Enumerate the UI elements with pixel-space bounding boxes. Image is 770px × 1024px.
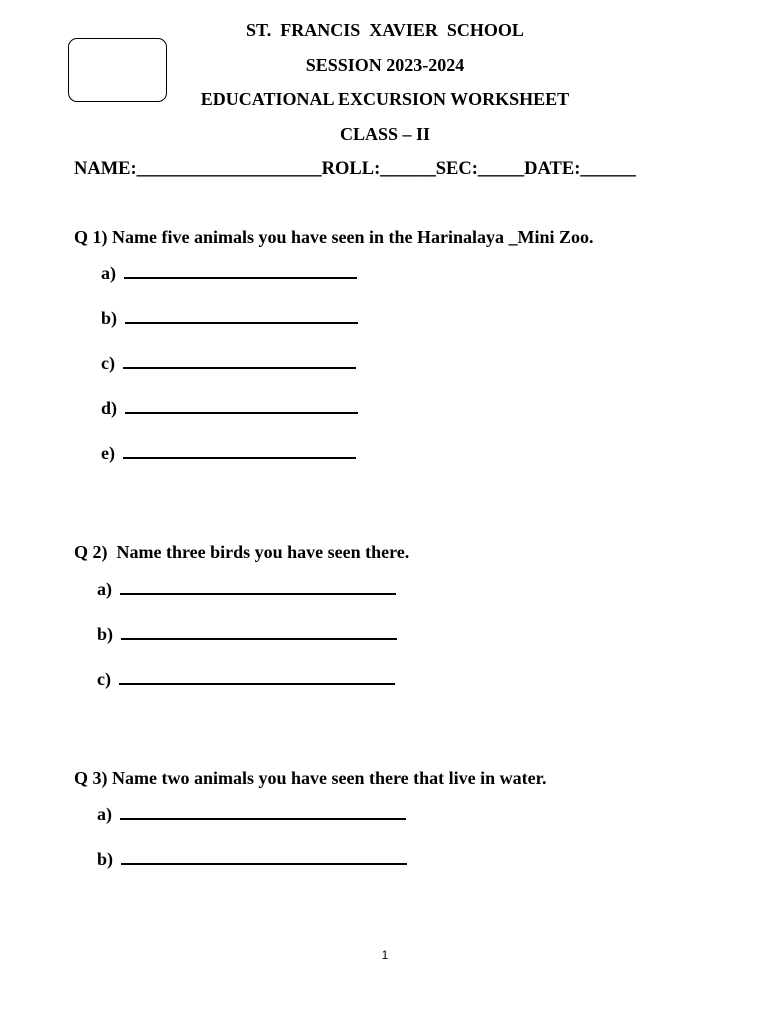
option-label: a) [97, 804, 112, 824]
question-1: Q 1) Name five animals you have seen in the Harinalaya _Mini Zoo. [74, 227, 594, 247]
answer-blank[interactable] [120, 577, 396, 595]
option-label: a) [101, 263, 116, 283]
q2-option-b[interactable] [97, 622, 397, 645]
answer-blank[interactable] [119, 667, 395, 685]
q3-option-a[interactable] [97, 802, 406, 825]
q3-option-b[interactable] [97, 847, 407, 870]
q2-option-c[interactable] [97, 667, 395, 690]
option-label: d) [101, 398, 118, 418]
answer-blank[interactable] [124, 261, 357, 279]
q1-option-c[interactable] [101, 351, 356, 374]
option-label: a) [97, 579, 112, 599]
answer-blank[interactable] [121, 847, 407, 865]
answer-blank[interactable] [120, 802, 406, 820]
option-label: c) [97, 669, 111, 689]
option-label: b) [97, 624, 114, 644]
option-label: c) [101, 353, 115, 373]
school-name: ST. FRANCIS XAVIER SCHOOL [246, 20, 524, 40]
q1-option-e[interactable] [101, 441, 356, 464]
answer-blank[interactable] [125, 306, 358, 324]
page-number: 1 [381, 948, 389, 962]
class-title: CLASS – II [339, 124, 431, 144]
q2-option-a[interactable] [97, 577, 396, 600]
answer-blank[interactable] [123, 351, 356, 369]
answer-blank[interactable] [123, 441, 356, 459]
student-info-line[interactable]: NAME:____________________ROLL:______SEC:_____DATE:______ [74, 159, 636, 179]
option-label: b) [97, 849, 114, 869]
session-title: SESSION 2023-2024 [305, 55, 465, 75]
question-2: Q 2) Name three birds you have seen there. [74, 542, 410, 562]
option-label: e) [101, 443, 115, 463]
q1-option-b[interactable] [101, 306, 358, 329]
answer-blank[interactable] [125, 396, 358, 414]
q1-option-d[interactable] [101, 396, 358, 419]
option-label: b) [101, 308, 118, 328]
q1-option-a[interactable] [101, 261, 357, 284]
answer-blank[interactable] [121, 622, 397, 640]
question-3: Q 3) Name two animals you have seen there that live in water. [74, 768, 547, 788]
worksheet-title: EDUCATIONAL EXCURSION WORKSHEET [200, 89, 570, 109]
